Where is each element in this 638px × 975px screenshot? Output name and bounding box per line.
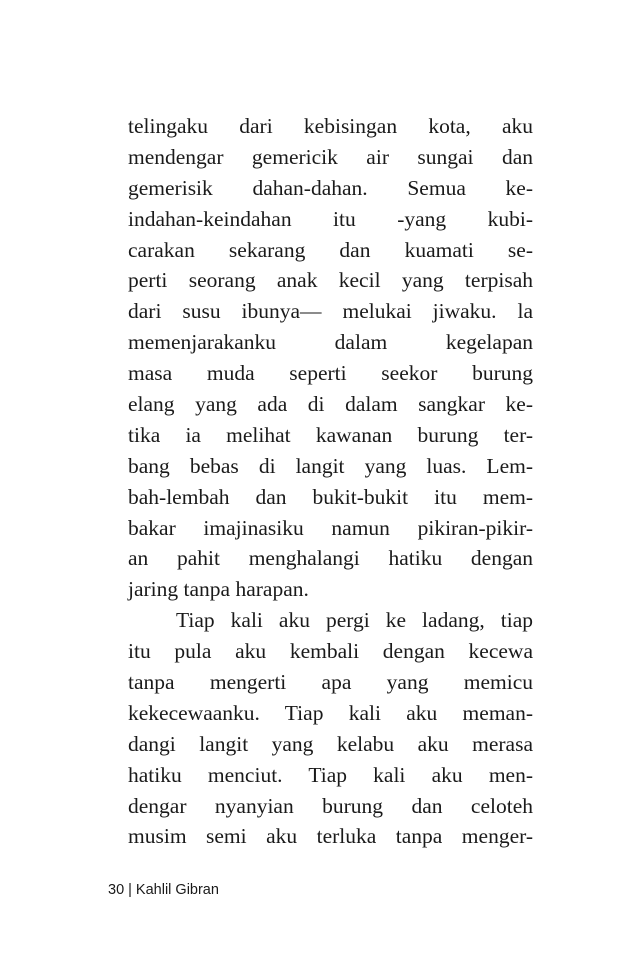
book-title: Kahlil Gibran — [135, 882, 219, 898]
text-line: jaring tanpa harapan. — [128, 577, 309, 602]
text-line: tika ia melihat kawanan burung ter- — [128, 422, 533, 447]
text-line: bang bebas di langit yang luas. Lem- — [128, 453, 533, 478]
text-line: dengar nyanyian burung dan celoteh — [128, 793, 533, 818]
page-number: 30 — [108, 882, 125, 898]
text-line: an pahit menghalangi hatiku dengan — [128, 546, 533, 571]
text-line: musim semi aku terluka tanpa menger- — [128, 824, 533, 849]
text-line: bah-lembah dan bukit-bukit itu mem- — [128, 484, 533, 509]
paragraph-first-line: Tiap kali aku pergi ke ladang, tiap — [176, 608, 533, 633]
text-line: carakan sekarang dan kuamati se- — [128, 237, 533, 262]
footer-separator: | — [128, 882, 132, 898]
text-line: hatiku menciut. Tiap kali aku men- — [128, 762, 533, 787]
text-line: dangi langit yang kelabu aku merasa — [128, 731, 533, 756]
text-line: dari susu ibunya— melukai jiwaku. la — [128, 299, 533, 324]
text-line: tanpa mengerti apa yang memicu — [128, 670, 533, 695]
text-line: mendengar gemericik air sungai dan — [128, 144, 533, 169]
text-line: telingaku dari kebisingan kota, aku — [128, 114, 533, 138]
text-line: elang yang ada di dalam sangkar ke- — [128, 392, 533, 417]
text-line: kekecewaanku. Tiap kali aku meman- — [128, 700, 533, 725]
text-line: masa muda seperti seekor burung — [128, 361, 533, 386]
body-text — [128, 111, 533, 852]
page-footer — [108, 882, 219, 898]
text-line: perti seorang anak kecil yang terpisah — [128, 268, 533, 293]
text-line: indahan-keindahan itu -yang kubi- — [128, 206, 533, 231]
text-line: bakar imajinasiku namun pikiran-pikir- — [128, 515, 533, 540]
text-line: gemerisik dahan-dahan. Semua ke- — [128, 175, 533, 200]
text-line: memenjarakanku dalam kegelapan — [128, 330, 533, 355]
text-line: itu pula aku kembali dengan kecewa — [128, 639, 533, 664]
